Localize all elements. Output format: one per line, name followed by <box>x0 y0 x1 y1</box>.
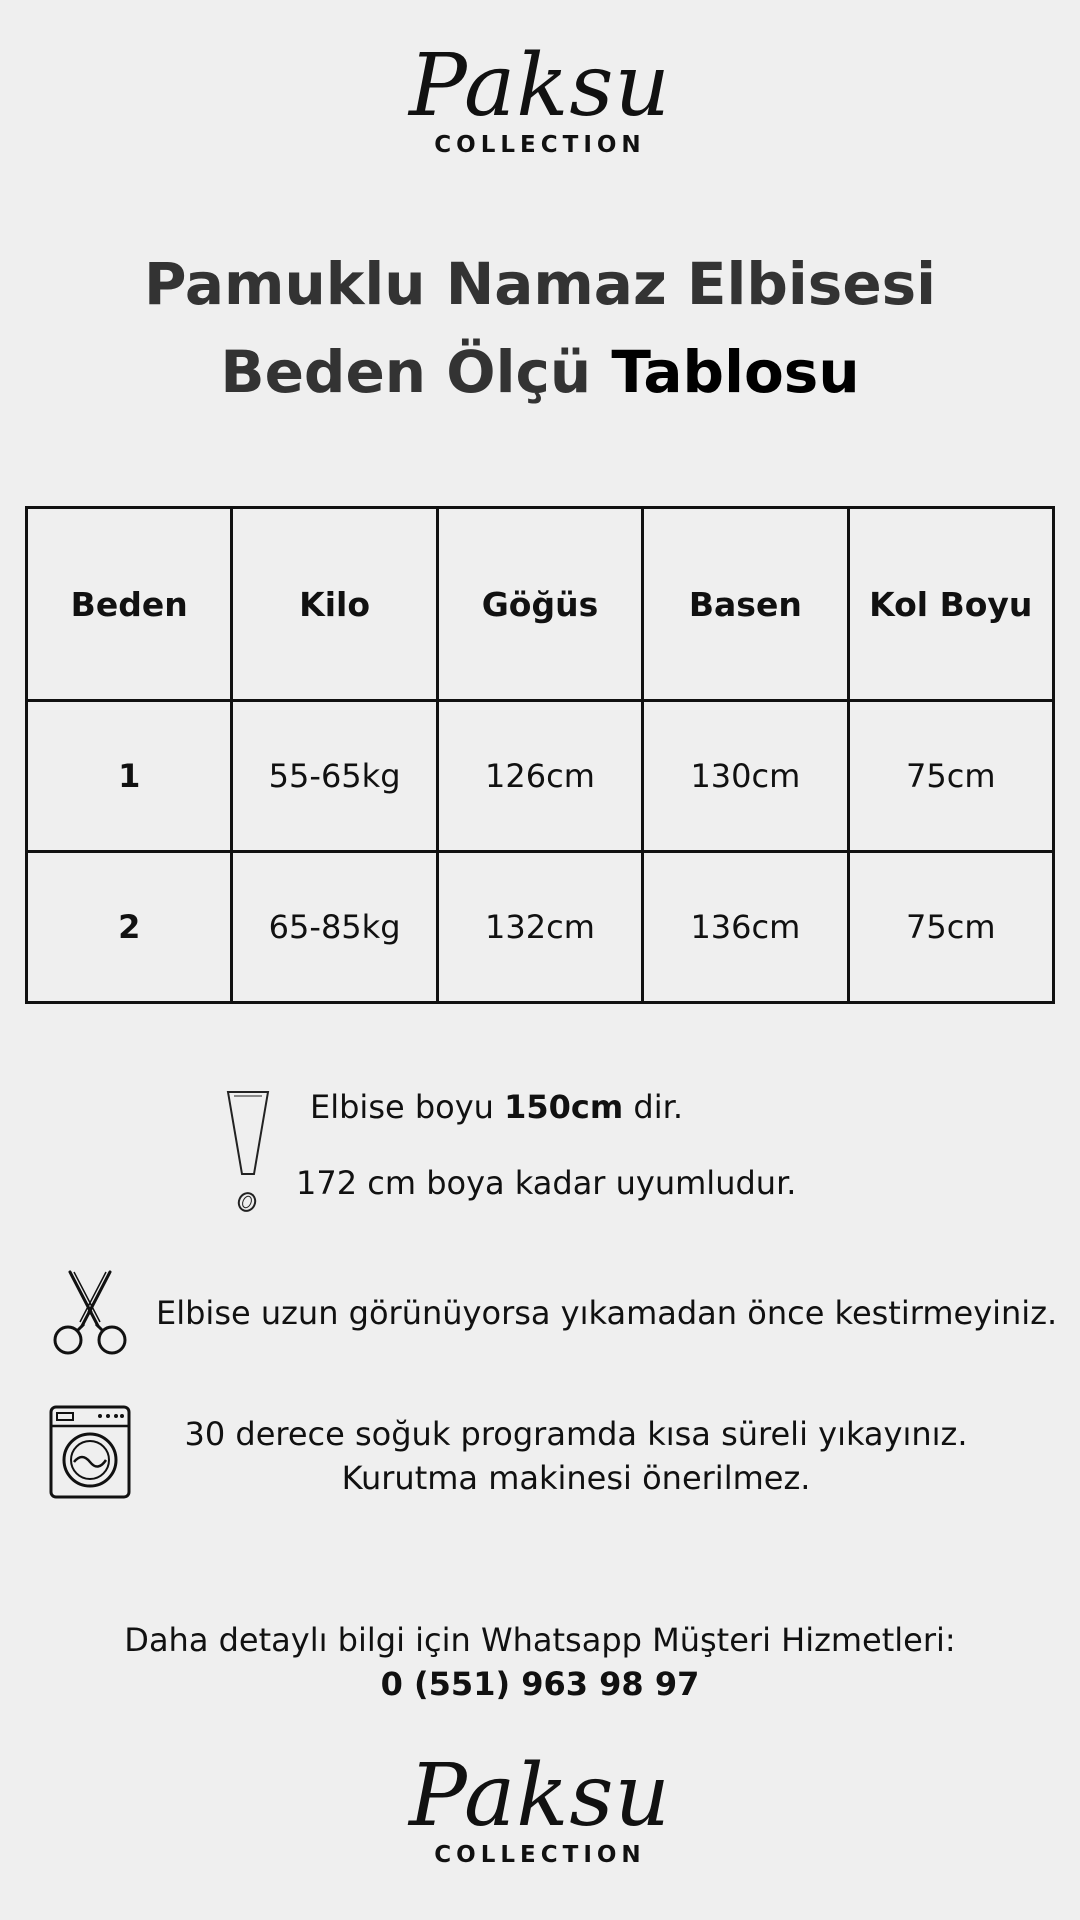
wash-instruction-line-1: 30 derece soğuk programda kısa süreli yıkayınız. <box>184 1415 968 1453</box>
wash-instructions <box>132 1412 1020 1500</box>
brand-logo-bottom <box>0 1748 1080 1868</box>
contact-phone: 0 (551) 963 98 97 <box>380 1665 700 1703</box>
scissors-icon <box>48 1268 132 1358</box>
table-cell-weight: 65-85kg <box>232 852 437 1003</box>
dress-length-value: 150cm <box>504 1088 624 1126</box>
size-table-header: Beden <box>27 508 232 701</box>
table-cell-sleeve: 75cm <box>848 701 1053 852</box>
brand-logo-top <box>0 38 1080 158</box>
table-cell-sleeve: 75cm <box>848 852 1053 1003</box>
dress-length-note <box>310 1088 683 1126</box>
brand-script-name: Paksu <box>409 1746 671 1846</box>
size-table <box>25 506 1055 1004</box>
table-cell-hip: 130cm <box>643 701 848 852</box>
contact-label: Daha detaylı bilgi için Whatsapp Müşteri Hizmetleri: <box>124 1621 956 1659</box>
size-table-header-row <box>27 508 1054 701</box>
table-cell-chest: 126cm <box>437 701 642 852</box>
table-cell-size: 2 <box>27 852 232 1003</box>
washing-machine-icon <box>48 1404 132 1500</box>
table-row <box>27 701 1054 852</box>
dress-length-prefix: Elbise boyu <box>310 1088 494 1126</box>
brand-script-name: Paksu <box>409 36 671 136</box>
dress-length-suffix: dir. <box>633 1088 683 1126</box>
page-title-line-2-part-2: Tablosu <box>611 338 860 406</box>
brand-sub-name: COLLECTION <box>434 1842 646 1868</box>
size-table-header: Kilo <box>232 508 437 701</box>
table-cell-weight: 55-65kg <box>232 701 437 852</box>
table-cell-size: 1 <box>27 701 232 852</box>
size-table-header: Kol Boyu <box>848 508 1053 701</box>
size-table-header: Göğüs <box>437 508 642 701</box>
height-fit-note: 172 cm boya kadar uyumludur. <box>296 1164 797 1202</box>
cut-warning-note: Elbise uzun görünüyorsa yıkamadan önce kestirmeyiniz. <box>156 1294 1058 1332</box>
page-title-line-2-part-1: Beden Ölçü <box>220 338 592 406</box>
exclamation-icon <box>224 1088 272 1216</box>
contact-block <box>0 1618 1080 1706</box>
wash-instruction-line-2: Kurutma makinesi önerilmez. <box>341 1459 811 1497</box>
page-title-line-2 <box>0 328 1080 416</box>
table-cell-hip: 136cm <box>643 852 848 1003</box>
table-cell-chest: 132cm <box>437 852 642 1003</box>
page-title-line-1: Pamuklu Namaz Elbisesi <box>143 250 937 318</box>
size-table-header: Basen <box>643 508 848 701</box>
brand-sub-name: COLLECTION <box>434 132 646 158</box>
table-row <box>27 852 1054 1003</box>
